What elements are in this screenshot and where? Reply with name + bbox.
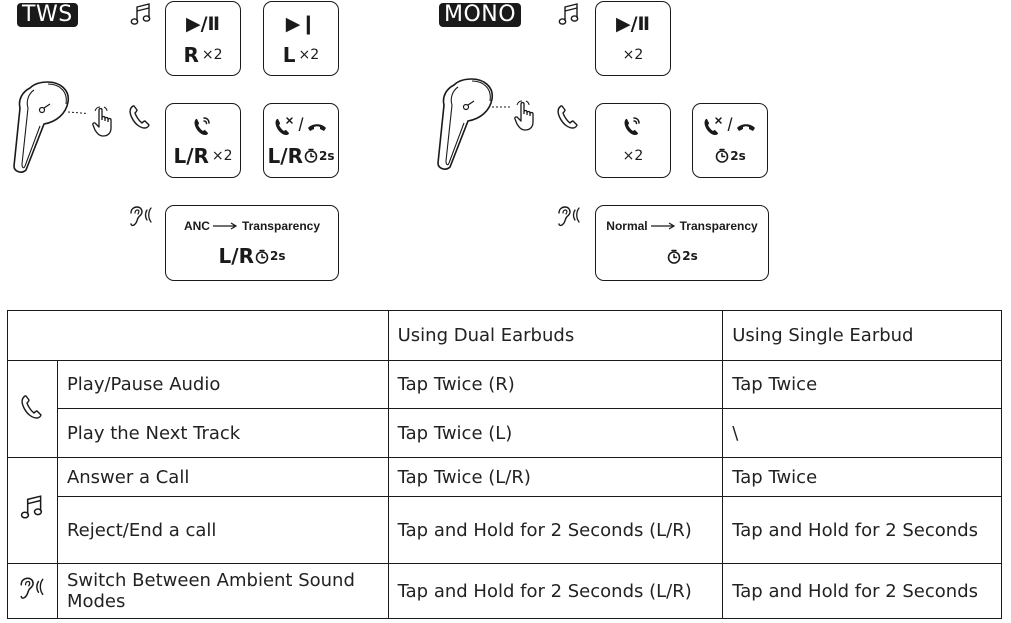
row-single: \: [723, 409, 1002, 458]
end-call-icon: [306, 115, 328, 137]
table-row: [8, 458, 1002, 497]
table-row: [8, 361, 1002, 409]
play-pause-icon: ▶/Ⅱ: [185, 12, 221, 35]
tap-count: ×2: [201, 46, 223, 63]
table-row: [8, 409, 1002, 458]
row-dual: Tap Twice (R): [388, 361, 723, 409]
play-pause-icon: ▶/Ⅱ: [615, 12, 651, 35]
tap-hand-icon: [90, 106, 118, 138]
table-row: [8, 564, 1002, 619]
mono-ambient-gesture: [595, 205, 769, 281]
music-note-icon: [18, 494, 46, 522]
row-dual: Tap Twice (L/R): [388, 458, 723, 497]
mono-reject-call-gesture: / 2s: [692, 103, 768, 178]
reject-call-icon: [274, 115, 296, 137]
table-header-row: [8, 311, 1002, 361]
table-header-single: Using Single Earbud: [723, 311, 1002, 361]
stopwatch-icon: [667, 249, 681, 264]
row-action: Play the Next Track: [57, 409, 388, 458]
tws-badge: TWS: [17, 3, 78, 27]
tws-answer-call-gesture: [165, 103, 241, 178]
controls-table: [7, 310, 1002, 619]
stopwatch-icon: [715, 148, 729, 163]
ear-icon: [18, 577, 46, 601]
tws-ambient-gesture: [165, 205, 339, 281]
mode-from-label: Normal: [606, 219, 648, 233]
earbud-side-label: R: [183, 42, 199, 67]
answer-call-icon: [623, 115, 643, 137]
music-note-icon: [128, 2, 154, 28]
answer-call-icon: [193, 115, 213, 137]
tws-reject-call-gesture: / L/R 2s: [263, 103, 339, 178]
tap-count: ×2: [622, 46, 644, 63]
arrow-right-icon: [213, 221, 239, 231]
earbud-side-label: L/R: [218, 244, 254, 268]
row-group-icon-cell: [8, 564, 58, 619]
row-action: Answer a Call: [57, 458, 388, 497]
arrow-right-icon: [651, 221, 677, 231]
tws-next-track-gesture: [263, 1, 339, 76]
mono-badge: MONO: [439, 3, 521, 27]
earbud-icon: [8, 78, 88, 178]
hold-duration: 2s: [318, 148, 335, 163]
tap-count: ×2: [622, 147, 644, 164]
ear-icon: [128, 206, 154, 228]
hold-duration: 2s: [730, 148, 746, 163]
end-call-icon: [735, 115, 757, 137]
mono-play-pause-gesture: [595, 1, 671, 76]
next-track-icon: ▶❙: [285, 12, 317, 35]
earbud-icon: [432, 75, 512, 175]
row-dual: Tap and Hold for 2 Seconds (L/R): [388, 497, 723, 564]
stopwatch-icon: [304, 148, 318, 163]
stopwatch-icon: [255, 249, 269, 264]
phone-icon: [128, 104, 152, 130]
row-action: Switch Between Ambient Sound Modes: [57, 564, 388, 619]
hold-duration: 2s: [682, 249, 698, 263]
row-single: Tap Twice: [723, 361, 1002, 409]
row-dual: Tap and Hold for 2 Seconds (L/R): [388, 564, 723, 619]
mode-to-label: Transparency: [241, 219, 321, 233]
music-note-icon: [556, 2, 582, 28]
row-single: Tap and Hold for 2 Seconds: [723, 497, 1002, 564]
row-single: Tap and Hold for 2 Seconds: [723, 564, 1002, 619]
row-group-icon-cell: [8, 458, 58, 564]
row-group-icon-cell: [8, 361, 58, 458]
phone-icon: [556, 104, 580, 130]
ear-icon: [556, 206, 582, 228]
earbud-side-label: L/R: [267, 143, 303, 168]
table-header-dual: Using Dual Earbuds: [388, 311, 723, 361]
row-action: Reject/End a call: [57, 497, 388, 564]
tap-count: ×2: [298, 46, 320, 63]
table-row: [8, 497, 1002, 564]
mode-to-label: Transparency: [679, 219, 758, 233]
table-header-blank: [8, 311, 389, 361]
earbud-side-label: L/R: [173, 143, 209, 168]
mono-answer-call-gesture: [595, 103, 671, 178]
tws-play-pause-gesture: [165, 1, 241, 76]
earbud-side-label: L: [282, 42, 296, 67]
reject-call-icon: [703, 115, 725, 137]
phone-icon: [20, 393, 44, 421]
mode-from-label: ANC: [183, 219, 210, 233]
row-dual: Tap Twice (L): [388, 409, 723, 458]
tap-hand-icon: [512, 100, 540, 132]
row-single: Tap Twice: [723, 458, 1002, 497]
hold-duration: 2s: [269, 249, 286, 263]
row-action: Play/Pause Audio: [57, 361, 388, 409]
tap-count: ×2: [211, 147, 233, 164]
